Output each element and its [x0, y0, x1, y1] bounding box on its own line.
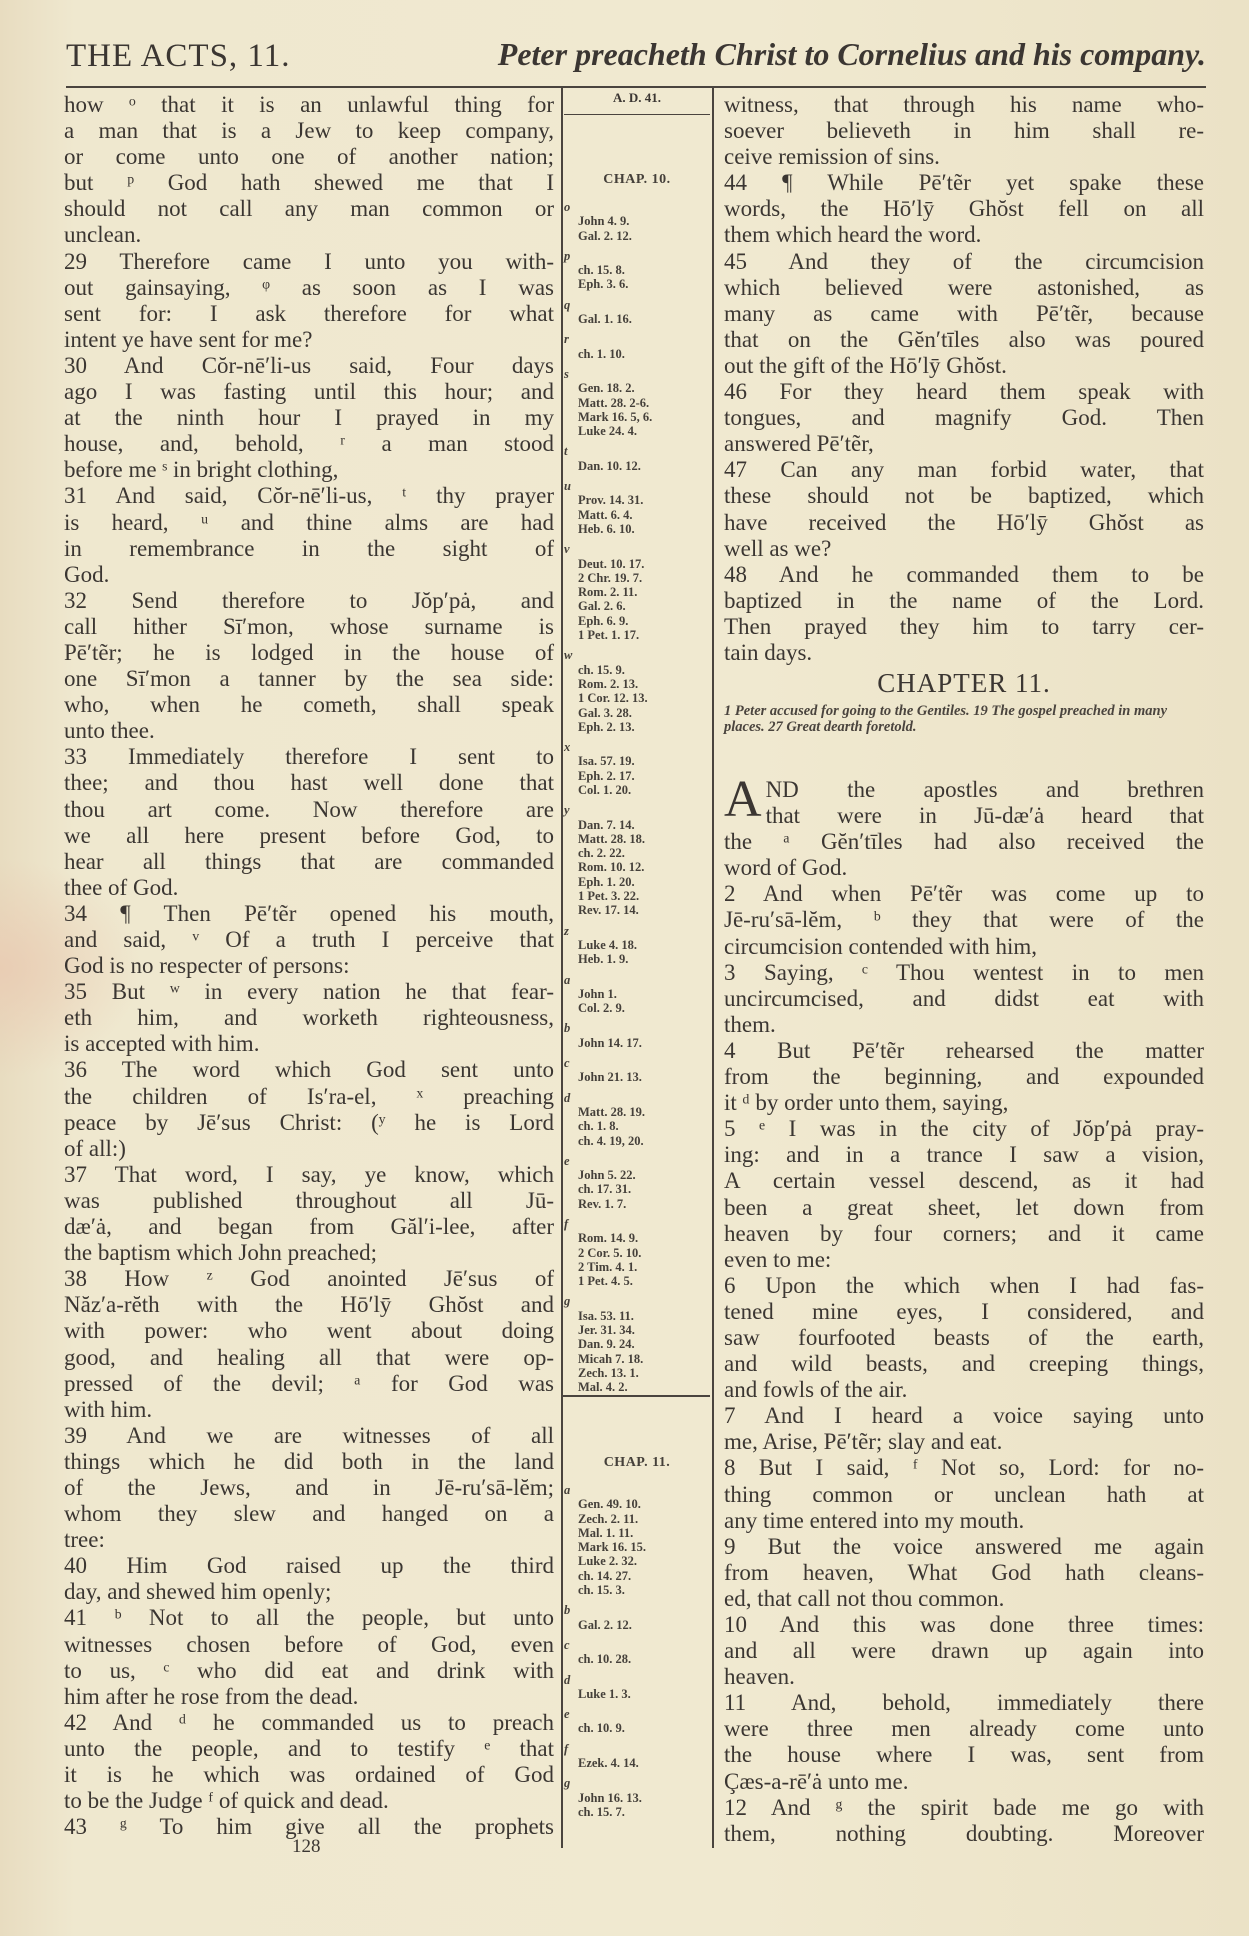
- reference-key: a: [564, 1483, 571, 1497]
- text-line: and all were drawn up again into: [724, 1638, 1204, 1664]
- reference-key: d: [564, 1090, 571, 1105]
- cross-reference: [564, 1776, 710, 1819]
- cross-reference: [564, 1056, 710, 1085]
- text-line: 47 Can any man forbid water, that: [724, 457, 1204, 483]
- reference-key: x: [564, 740, 571, 755]
- cross-reference: [564, 648, 710, 734]
- text-line: 11 And, behold, immediately there: [724, 1690, 1204, 1716]
- cross-reference: [564, 332, 710, 361]
- text-line: ago I was fasting until this hour; and: [64, 379, 554, 405]
- reference-citation: Dan. 10. 12.: [578, 458, 641, 473]
- text-line: 29 Therefore came I unto you with-: [64, 248, 554, 274]
- reference-citation: Rom. 10. 12.: [578, 860, 645, 875]
- text-line: 10 And this was done three times:: [724, 1612, 1204, 1637]
- text-line: word of God.: [724, 855, 848, 881]
- text-line: should not call any man common or: [64, 196, 554, 222]
- text-line: from heaven, What God hath cleans-: [724, 1559, 1204, 1585]
- reference-citation: Ezek. 4. 14.: [578, 1756, 639, 1771]
- running-head: THE ACTS, 11.: [66, 38, 291, 74]
- cross-reference: [564, 1294, 710, 1394]
- reference-citation: Luke 1. 3.: [578, 1686, 631, 1701]
- reference-citation: Rom. 2. 11.: [578, 585, 638, 600]
- text-line: him after he rose from the dead.: [64, 1683, 359, 1709]
- chap11-heading: CHAP. 11.: [603, 1455, 671, 1470]
- text-line: was published throughout all Jū-: [64, 1187, 554, 1213]
- reference-citation: Jer. 31. 34.: [578, 1323, 635, 1338]
- reference-citation: Isa. 53. 11.: [578, 1308, 634, 1323]
- text-line: the baptism which John preached;: [64, 1240, 377, 1266]
- text-line: of all:): [64, 1135, 126, 1161]
- text-line: words, the Hō′lȳ Ghŏst fell on all: [724, 196, 1204, 222]
- text-line: hear all things that are commanded: [64, 848, 554, 874]
- reference-citation: Col. 1. 20.: [578, 782, 632, 797]
- text-line: out the gift of the Hō′lȳ Ghŏst.: [724, 352, 1007, 378]
- reference-key: b: [564, 1021, 571, 1036]
- text-line: me, Arise, Pē′tẽr; slay and eat.: [724, 1429, 1003, 1455]
- reference-citation: ch. 15. 8.: [578, 263, 625, 278]
- reference-citation: 1 Pet. 4. 5.: [578, 1274, 633, 1289]
- text-line: 4 But Pē′tẽr rehearsed the matter: [724, 1037, 1204, 1063]
- text-line: 31 And said, Cŏr-nē′li-us, ᵗ thy prayer: [64, 483, 554, 509]
- chapter-heading: CHAPTER 11.: [877, 668, 1051, 698]
- text-line: 38 How ᶻ God anointed Jē′sus of: [64, 1266, 554, 1292]
- text-line: 37 That word, I say, ye know, which: [64, 1161, 554, 1187]
- text-line: call hither Sī′mon, whose surname is: [64, 613, 554, 639]
- reference-citation: Mal. 4. 2.: [578, 1380, 628, 1395]
- reference-key: s: [564, 366, 569, 381]
- cross-reference: [564, 249, 710, 292]
- text-line: out gainsaying, ᵠ as soon as I was: [64, 274, 554, 300]
- text-line: to be the Judge ᶠ of quick and dead.: [64, 1788, 389, 1814]
- text-line: 48 And he commanded them to be: [724, 561, 1204, 587]
- text-line: with him.: [64, 1396, 153, 1422]
- reference-citation: ch. 15. 7.: [578, 1804, 625, 1819]
- text-line: 33 Immediately therefore I sent to: [64, 744, 554, 770]
- reference-citation: Luke 4. 18.: [578, 937, 638, 952]
- reference-citation: Gal. 1. 16.: [578, 312, 632, 327]
- margin-divider: [562, 1395, 710, 1397]
- cross-reference: [564, 1217, 710, 1288]
- reference-citation: John 16. 13.: [578, 1790, 642, 1805]
- cross-reference: [564, 479, 710, 536]
- text-line: them.: [724, 1011, 776, 1037]
- text-line: dæ′ȧ, and began from Găl′i-lee, after: [64, 1214, 554, 1240]
- reference-key: d: [564, 1672, 571, 1687]
- text-line: ed, that call not thou common.: [724, 1585, 1005, 1611]
- text-line: and said, ᵛ Of a truth I perceive that: [64, 927, 554, 952]
- cross-reference: [564, 740, 710, 797]
- reference-citation: Eph. 1. 20.: [578, 874, 635, 889]
- text-line: God.: [64, 561, 110, 587]
- reference-citation: Gal. 2. 12.: [578, 1617, 632, 1632]
- reference-key: r: [564, 332, 569, 347]
- reference-citation: Prov. 14. 31.: [578, 493, 644, 508]
- reference-citation: ch. 1. 8.: [578, 1119, 619, 1134]
- text-line: is accepted with him.: [64, 1031, 260, 1057]
- reference-citation: Gen. 18. 2.: [578, 381, 635, 396]
- margin-references-chap11: [564, 1455, 710, 1825]
- cross-reference: [564, 367, 710, 438]
- text-line: even to me:: [724, 1246, 832, 1272]
- text-line: 34 ¶ Then Pē′tẽr opened his mouth,: [64, 900, 554, 926]
- text-line: them which heard the word.: [724, 222, 982, 248]
- text-line: at the ninth hour I prayed in my: [64, 405, 554, 431]
- text-line: one Sī′mon a tanner by the sea side:: [64, 666, 554, 692]
- text-line: witnesses chosen before of God, even: [64, 1631, 554, 1657]
- reference-citation: John 14. 17.: [578, 1035, 642, 1050]
- text-line: ceive remission of sins.: [724, 144, 940, 170]
- reference-key: q: [564, 297, 571, 312]
- text-line: thou art come. Now therefore are: [64, 796, 554, 822]
- reference-citation: Mark 16. 15.: [578, 1540, 647, 1555]
- text-line: witness, that through his name who-: [724, 92, 1204, 117]
- text-line: baptized in the name of the Lord.: [724, 587, 1204, 613]
- text-line: A certain vessel descend, as it had: [724, 1168, 1204, 1194]
- text-line: is heard, ᵘ and thine alms are had: [64, 509, 554, 535]
- reference-citation: 2 Cor. 5. 10.: [578, 1245, 642, 1260]
- text-line: unclean.: [64, 222, 142, 248]
- reference-citation: John 1.: [578, 986, 617, 1001]
- text-line: and wild beasts, and creeping things,: [724, 1351, 1204, 1377]
- text-line: ing: and in a trance I saw a vision,: [724, 1142, 1204, 1168]
- reference-citation: Dan. 9. 24.: [578, 1337, 635, 1352]
- text-line: tened mine eyes, I considered, and: [724, 1298, 1204, 1324]
- text-line: intent ye have sent for me?: [64, 326, 313, 352]
- column-divider-right: [712, 88, 714, 1848]
- running-header: [66, 34, 1206, 88]
- cross-reference: [564, 924, 710, 967]
- text-line: thee of God.: [64, 874, 179, 900]
- text-line: thing common or unclean hath at: [724, 1481, 1204, 1507]
- reference-citation: Rev. 17. 14.: [578, 903, 639, 918]
- text-line: God is no respecter of persons:: [64, 953, 350, 979]
- text-line: that were in Jū-dæ′ȧ heard that: [765, 803, 1204, 829]
- cross-reference: [564, 1021, 710, 1050]
- text-line: uncircumcised, and didst eat with: [724, 985, 1204, 1011]
- text-line: circumcision contended with him,: [724, 933, 1037, 959]
- text-line: tongues, and magnify God. Then: [724, 405, 1204, 431]
- reference-citation: 1 Pet. 3. 22.: [578, 889, 640, 904]
- cross-reference: [564, 298, 710, 327]
- text-line: many as came with Pē′tẽr, because: [724, 300, 1204, 326]
- cross-reference: [564, 1483, 710, 1597]
- reference-key: g: [564, 1776, 571, 1791]
- text-line: soever believeth in him shall re-: [724, 118, 1204, 144]
- reference-citation: Dan. 7. 14.: [578, 817, 635, 832]
- text-line: how ᵒ that it is an unlawful thing for: [64, 92, 554, 117]
- reference-key: w: [564, 648, 573, 663]
- text-line: that on the Gĕn′tīles also was poured: [724, 326, 1204, 352]
- text-line: were three men already come unto: [724, 1716, 1204, 1742]
- right-text-column-bottom: [724, 771, 1204, 1847]
- reference-citation: Gal. 2. 6.: [578, 599, 626, 614]
- chapter-summary: 1 Peter accused for going to the Gentiles. 19 The gospel preached in many places. 27 Great dearth foretold.: [724, 703, 1168, 735]
- left-text-column: [64, 92, 554, 1840]
- cross-reference: [564, 542, 710, 642]
- reference-key: t: [564, 444, 568, 459]
- text-line: Çæs-a-rē′ȧ unto me.: [724, 1768, 909, 1794]
- text-line: 12 And ᵍ the spirit bade me go with: [724, 1794, 1204, 1820]
- chap10-heading: CHAP. 10.: [603, 172, 671, 187]
- cross-reference: [564, 803, 710, 917]
- reference-citation: Gen. 49. 10.: [578, 1497, 641, 1512]
- text-line: it ᵈ by order unto them, saying,: [724, 1090, 1009, 1116]
- reference-citation: Rev. 1. 7.: [578, 1196, 627, 1211]
- cross-reference: [564, 444, 710, 473]
- reference-key: e: [564, 1707, 570, 1722]
- reference-citation: Gal. 3. 28.: [578, 705, 632, 720]
- text-line: peace by Jē′sus Christ: (ʸ he is Lord: [64, 1109, 554, 1135]
- text-line: Jē-ru′sā-lĕm, ᵇ they that were of the: [724, 907, 1204, 933]
- reference-citation: Gal. 2. 12.: [578, 228, 632, 243]
- reference-citation: 1 Pet. 1. 17.: [578, 628, 640, 643]
- text-line: 35 But ʷ in every nation he that fear-: [64, 979, 554, 1005]
- text-line: these should not be baptized, which: [724, 483, 1204, 509]
- reference-citation: Luke 2. 32.: [578, 1554, 638, 1569]
- reference-citation: Rom. 14. 9.: [578, 1231, 639, 1246]
- text-line: it is he which was ordained of God: [64, 1762, 554, 1787]
- reference-citation: ch. 15. 3.: [578, 1583, 625, 1598]
- reference-citation: ch. 15. 9.: [578, 662, 625, 677]
- text-line: have received the Hō′lȳ Ghŏst as: [724, 509, 1204, 535]
- reference-citation: Heb. 1. 9.: [578, 952, 629, 967]
- text-line: them, nothing doubting. Moreover: [724, 1820, 1204, 1846]
- reference-citation: Eph. 2. 17.: [578, 768, 635, 783]
- text-line: sent for: I ask therefore for what: [64, 300, 554, 326]
- reference-citation: 2 Tim. 4. 1.: [578, 1259, 638, 1274]
- text-line: and fowls of the air.: [724, 1377, 908, 1403]
- text-line: tain days.: [724, 639, 813, 665]
- reference-key: c: [564, 1056, 570, 1071]
- reference-citation: ch. 4. 19, 20.: [578, 1133, 644, 1148]
- text-line: heaven.: [724, 1664, 795, 1690]
- reference-citation: Eph. 6. 9.: [578, 613, 629, 628]
- text-line: 32 Send therefore to Jŏp′pȧ, and: [64, 587, 554, 613]
- reference-key: p: [564, 248, 571, 263]
- right-text-column-top: [724, 92, 1204, 666]
- text-line: thee; and thou hast well done that: [64, 770, 554, 796]
- text-line: 5 ᵉ I was in the city of Jŏp′pȧ pray-: [724, 1116, 1204, 1142]
- text-line: the house where I was, sent from: [724, 1742, 1204, 1768]
- reference-citation: Matt. 28. 2-6.: [578, 395, 650, 410]
- text-line: the ᵃ Gĕn′tīles had also received the: [724, 829, 1204, 855]
- text-line: 7 And I heard a voice saying unto: [724, 1403, 1204, 1429]
- text-line: whom they slew and hanged on a: [64, 1501, 554, 1527]
- text-line: who, when he cometh, shall speak: [64, 692, 554, 718]
- reference-key: f: [564, 1741, 569, 1756]
- text-line: 44 ¶ While Pē′tẽr yet spake these: [724, 170, 1204, 196]
- text-line: or come unto one of another nation;: [64, 144, 554, 170]
- text-line: 30 And Cŏr-nē′li-us said, Four days: [64, 352, 554, 378]
- reference-citation: Isa. 57. 19.: [578, 754, 635, 769]
- reference-citation: ch. 2. 22.: [578, 846, 625, 861]
- text-line: 39 And we are witnesses of all: [64, 1422, 554, 1448]
- reference-citation: Matt. 6. 4.: [578, 507, 633, 522]
- cross-reference: [564, 1091, 710, 1148]
- margin-references-chap10: [564, 172, 710, 1401]
- drop-cap: A: [724, 771, 762, 828]
- text-line: 9 But the voice answered me again: [724, 1533, 1204, 1559]
- reference-citation: John 21. 13.: [578, 1070, 642, 1085]
- cross-reference: [564, 1603, 710, 1632]
- text-line: 43 ᵍ To him give all the prophets: [64, 1814, 554, 1840]
- reference-citation: Matt. 28. 18.: [578, 831, 645, 846]
- reference-citation: Rom. 2. 13.: [578, 676, 639, 691]
- text-line: the children of Is′ra-el, ˣ preaching: [64, 1083, 554, 1109]
- text-line: 2 And when Pē′tẽr was come up to: [724, 881, 1204, 907]
- reference-citation: ch. 1. 10.: [578, 346, 625, 361]
- reference-citation: Eph. 3. 6.: [578, 277, 629, 292]
- reference-citation: ch. 14. 27.: [578, 1568, 632, 1583]
- text-line: 36 The word which God sent unto: [64, 1057, 554, 1083]
- text-line: saw fourfooted beasts of the earth,: [724, 1324, 1204, 1350]
- reference-citation: Heb. 6. 10.: [578, 521, 635, 536]
- reference-key: b: [564, 1603, 571, 1618]
- reference-citation: Col. 2. 9.: [578, 1001, 625, 1016]
- reference-citation: Mark 16. 5, 6.: [578, 409, 653, 424]
- text-line: which believed were astonished, as: [724, 274, 1204, 300]
- text-line: of the Jews, and in Jē-ru′sā-lĕm;: [64, 1474, 554, 1500]
- reference-citation: Zech. 13. 1.: [578, 1365, 639, 1380]
- reference-citation: John 4. 9.: [578, 214, 630, 229]
- reference-key: y: [564, 803, 570, 818]
- text-line: from the beginning, and expounded: [724, 1064, 1204, 1090]
- text-line: 3 Saying, ᶜ Thou wentest in to men: [724, 959, 1204, 985]
- text-line: a man that is a Jew to keep company,: [64, 118, 554, 144]
- text-line: eth him, and worketh righteousness,: [64, 1005, 554, 1031]
- text-line: ND the apostles and brethren: [765, 777, 1204, 802]
- text-line: any time entered into my mouth.: [724, 1507, 1025, 1533]
- text-line: things which he did both in the land: [64, 1448, 554, 1474]
- text-line: 40 Him God raised up the third: [64, 1553, 554, 1579]
- text-line: tree:: [64, 1527, 105, 1553]
- text-line: house, and, behold, ʳ a man stood: [64, 431, 554, 457]
- reference-key: e: [564, 1153, 570, 1168]
- text-line: pressed of the devil; ᵃ for God was: [64, 1370, 554, 1396]
- reference-citation: 1 Cor. 12. 13.: [578, 691, 648, 706]
- page-number: 128: [292, 1836, 321, 1857]
- text-line: but ᵖ God hath shewed me that I: [64, 170, 554, 196]
- reference-key: g: [564, 1294, 571, 1309]
- text-line: with power: who went about doing: [64, 1318, 554, 1344]
- text-line: well as we?: [724, 535, 832, 561]
- year-marker: A. D. 41.: [564, 90, 710, 115]
- reference-citation: Deut. 10. 17.: [578, 556, 645, 571]
- reference-citation: Zech. 2. 11.: [578, 1511, 639, 1526]
- reference-citation: Matt. 28. 19.: [578, 1104, 645, 1119]
- text-line: 41 ᵇ Not to all the people, but unto: [64, 1605, 554, 1631]
- cross-reference: [564, 1707, 710, 1736]
- reference-key: v: [564, 542, 570, 557]
- reference-citation: ch. 10. 9.: [578, 1721, 625, 1736]
- text-line: to us, ᶜ who did eat and drink with: [64, 1657, 554, 1683]
- text-line: heaven by four corners; and it came: [724, 1220, 1204, 1246]
- reference-key: o: [564, 200, 571, 214]
- text-line: 42 And ᵈ he commanded us to preach: [64, 1709, 554, 1735]
- cross-reference: [564, 200, 710, 243]
- reference-citation: Eph. 2. 13.: [578, 719, 635, 734]
- text-line: we all here present before God, to: [64, 822, 554, 848]
- reference-key: u: [564, 479, 571, 494]
- reference-key: a: [564, 972, 571, 987]
- text-line: answered Pē′tẽr,: [724, 431, 874, 457]
- text-line: Năz′a-rĕth with the Hō′lȳ Ghŏst and: [64, 1292, 554, 1318]
- text-line: 8 But I said, ᶠ Not so, Lord: for no-: [724, 1455, 1204, 1481]
- cross-reference: [564, 1154, 710, 1211]
- text-line: been a great sheet, let down from: [724, 1194, 1204, 1220]
- text-line: good, and healing all that were op-: [64, 1344, 554, 1370]
- reference-citation: ch. 17. 31.: [578, 1182, 632, 1197]
- cross-reference: [564, 1673, 710, 1702]
- page-headline: Peter preacheth Christ to Cornelius and his company.: [497, 36, 1206, 72]
- text-line: 45 And they of the circumcision: [724, 248, 1204, 274]
- text-line: in remembrance in the sight of: [64, 535, 554, 561]
- column-divider-left: [561, 88, 563, 1848]
- cross-reference: [564, 1638, 710, 1667]
- reference-citation: ch. 10. 28.: [578, 1652, 632, 1667]
- text-line: 6 Upon the which when I had fas-: [724, 1272, 1204, 1298]
- text-line: day, and shewed him openly;: [64, 1579, 332, 1605]
- cross-reference: [564, 973, 710, 1016]
- reference-citation: Luke 24. 4.: [578, 424, 638, 439]
- text-line: Pē′tẽr; he is lodged in the house of: [64, 639, 554, 665]
- cross-reference: [564, 1742, 710, 1771]
- text-line: unto thee.: [64, 718, 155, 744]
- reference-citation: Mal. 1. 11.: [578, 1525, 634, 1540]
- reference-key: c: [564, 1637, 570, 1652]
- reference-key: f: [564, 1217, 569, 1231]
- reference-citation: 2 Chr. 19. 7.: [578, 570, 643, 585]
- text-line: 46 For they heard them speak with: [724, 379, 1204, 405]
- text-line: before me ˢ in bright clothing,: [64, 457, 339, 483]
- reference-key: z: [564, 923, 569, 938]
- reference-citation: Micah 7. 18.: [578, 1351, 644, 1366]
- text-line: unto the people, and to testify ᵉ that: [64, 1735, 554, 1761]
- text-line: Then prayed they him to tarry cer-: [724, 613, 1204, 639]
- reference-citation: John 5. 22.: [578, 1168, 636, 1183]
